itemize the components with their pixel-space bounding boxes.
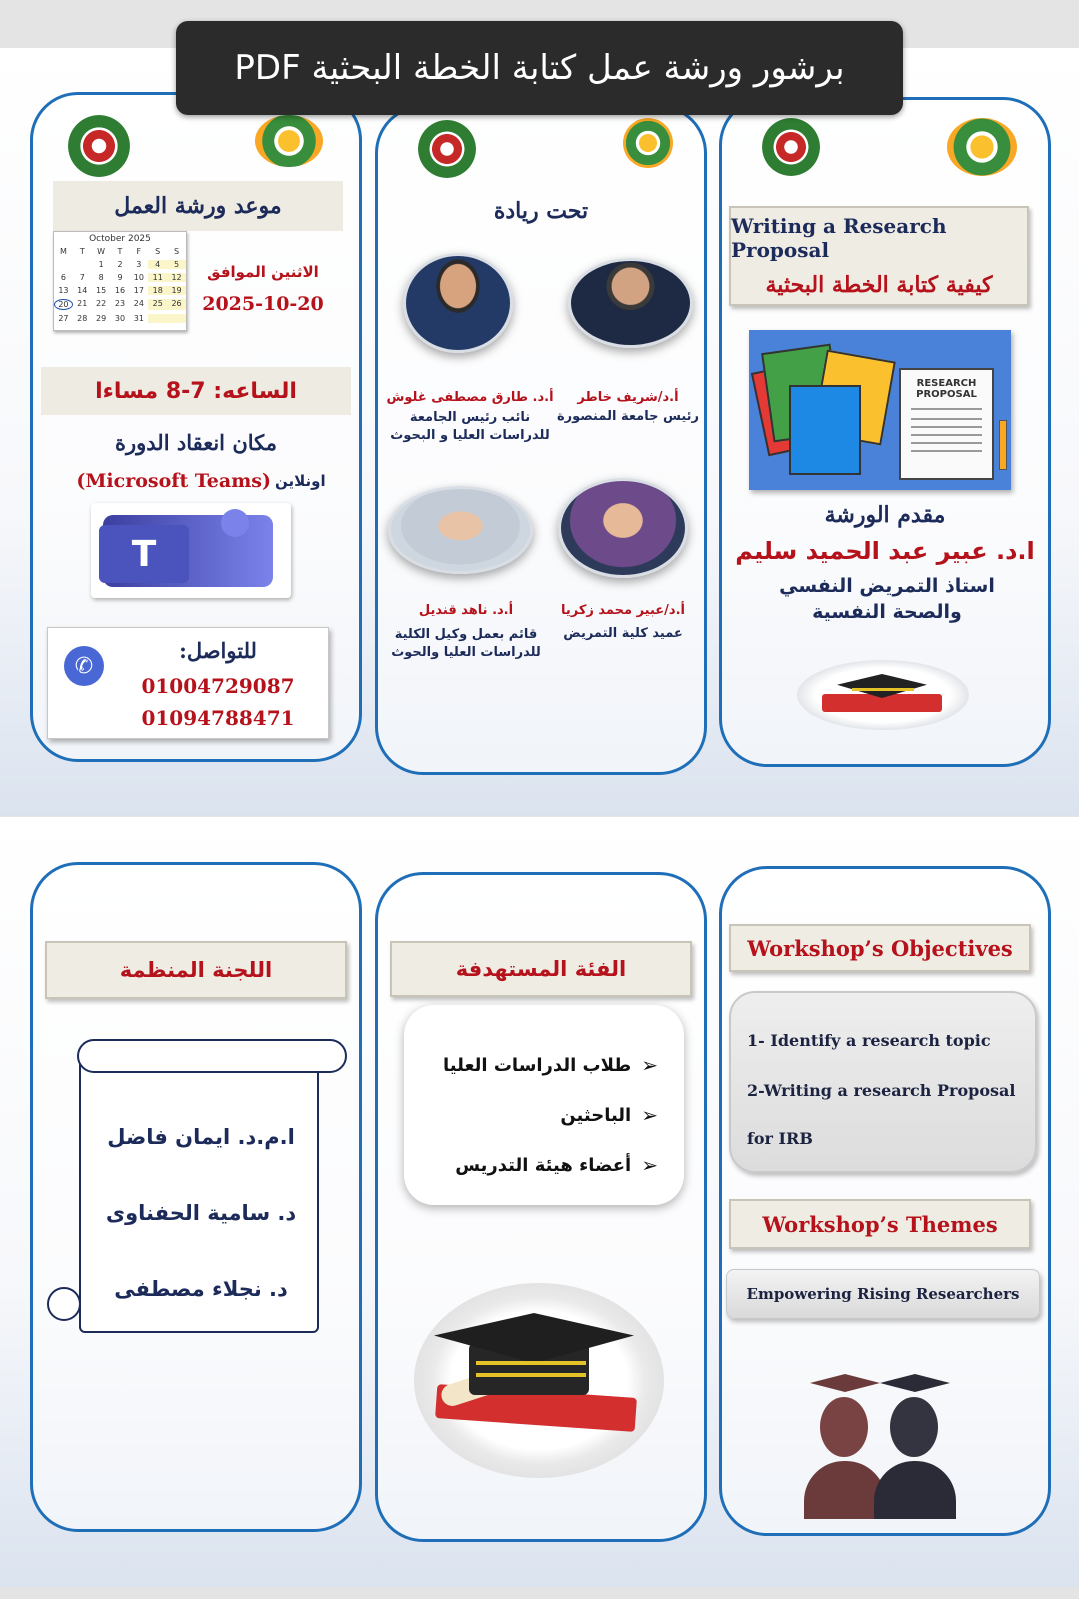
patron-photo-1 — [568, 258, 693, 348]
calendar-day: 20 — [54, 299, 73, 310]
workshop-time: الساعه: 7-8 مساءا — [41, 367, 351, 415]
patron-2-role: نائب رئيس الجامعة للدراسات العليا و البحوث — [390, 410, 550, 443]
nursing-faculty-logo-icon — [762, 118, 820, 176]
patron-4-role: قائم بعمل وكيل الكلية للدراسات العليا والحوث — [391, 627, 541, 660]
calendar-day: 28 — [77, 314, 88, 323]
calendar-day: 2 — [117, 260, 123, 269]
target-audience-heading: الفئة المستهدفة — [390, 941, 692, 997]
contact-box — [47, 627, 329, 739]
target-audience-panel — [375, 872, 707, 1542]
venue — [51, 470, 351, 492]
title-english: Writing a Research Proposal — [731, 214, 947, 262]
calendar-day: 26 — [167, 299, 186, 310]
patron-3-name: أ.د/عبير محمد زكريا — [561, 603, 685, 618]
calendar-weekday: M — [59, 247, 67, 256]
calendar-day: 29 — [96, 314, 107, 323]
calendar-day: 11 — [148, 273, 167, 282]
calendar-day: 12 — [167, 273, 186, 282]
audience-item: ➢ طلاب الدراسات العليا — [443, 1053, 658, 1077]
committee-scroll — [79, 1053, 319, 1333]
calendar-day: 15 — [96, 286, 107, 295]
venue-heading: مكان انعقاد الدورة — [114, 430, 277, 455]
patron-3 — [548, 603, 698, 641]
patron-photo-4 — [388, 486, 533, 574]
calendar-day: 19 — [167, 286, 186, 295]
calendar-day: 14 — [77, 286, 88, 295]
objective-1: 1- Identify a research topic — [747, 1031, 991, 1050]
graduates-icon — [800, 1369, 960, 1519]
organizing-committee-panel — [30, 862, 362, 1532]
calendar-day: 31 — [133, 314, 144, 323]
patron-1-name: أ.د/شريف خاطر — [577, 390, 679, 405]
calendar-day: 3 — [136, 260, 142, 269]
calendar-day — [148, 314, 167, 323]
calendar-day — [54, 260, 73, 269]
phone-number-1[interactable]: 01004729087 — [141, 674, 295, 698]
phone-icon: ✆ — [64, 646, 104, 686]
calendar-day: 21 — [77, 299, 88, 308]
venue-platform: (Microsoft Teams) — [76, 470, 271, 492]
calendar-day: 5 — [167, 260, 186, 269]
nursing-faculty-logo-icon — [68, 115, 130, 177]
committee-member-3: د. نجلاء مصطفى — [114, 1277, 288, 1301]
calendar-day: 23 — [114, 299, 126, 308]
audience-item: ➢ الباحثين — [560, 1103, 658, 1127]
mansoura-university-logo-icon — [947, 118, 1017, 176]
calendar-weekday: S — [174, 247, 180, 256]
nursing-faculty-logo-icon — [418, 120, 476, 178]
calendar-day: 10 — [133, 273, 144, 282]
audience-item: ➢ أعضاء هيئة التدريس — [455, 1153, 658, 1177]
theme-item: Empowering Rising Researchers — [726, 1269, 1040, 1319]
target-audience-box — [404, 1005, 684, 1205]
patron-photo-2 — [403, 253, 513, 353]
calendar-day: 8 — [98, 273, 104, 282]
calendar-day: 16 — [114, 286, 126, 295]
proposal-document-icon — [899, 368, 994, 480]
calendar-day: 13 — [58, 286, 69, 295]
cover-panel — [719, 97, 1051, 767]
committee-member-1: ا.م.د. ايمان فاضل — [107, 1125, 295, 1149]
patron-4-name: أ.د. ناهد قنديل — [418, 603, 514, 618]
title-box — [729, 206, 1029, 306]
calendar-grid — [54, 247, 186, 323]
calendar-day — [167, 314, 186, 323]
objective-2-cont: for IRB — [747, 1129, 813, 1148]
objectives-panel — [719, 866, 1051, 1536]
themes-heading: Workshop’s Themes — [729, 1199, 1031, 1249]
pencil-icon — [999, 420, 1007, 470]
patrons-panel — [375, 105, 707, 775]
contact-label: للتواصل: — [179, 638, 257, 663]
objectives-heading: Workshop’s Objectives — [729, 924, 1031, 972]
patrons-heading: تحت ريادة — [493, 198, 589, 224]
day-label: الاثنين الموافق — [207, 263, 319, 281]
calendar-day: 7 — [79, 273, 85, 282]
calendar-day: 18 — [148, 286, 167, 295]
workshop-date-heading: موعد ورشة العمل — [53, 181, 343, 231]
committee-member-2: د. سامية الحفناوى — [105, 1201, 297, 1225]
microsoft-teams-logo-icon: T — [91, 503, 291, 598]
mansoura-university-logo-icon — [623, 118, 673, 168]
calendar-day: 17 — [133, 286, 144, 295]
document-cover-text: RESEARCH PROPOSAL — [916, 378, 977, 400]
presenter-name: ا.د. عبير عبد الحميد سليم — [735, 537, 1035, 565]
calendar-day: 4 — [148, 260, 167, 269]
patron-3-role: عميد كلية التمريض — [563, 626, 683, 641]
patron-2-name: أ.د. طارق مصطفى غلوش — [386, 390, 554, 405]
calendar-weekday: W — [97, 247, 106, 256]
mansoura-university-logo-icon — [255, 115, 323, 167]
graduation-cap-books-icon — [414, 1283, 664, 1478]
organizing-committee-heading: اللجنة المنظمة — [45, 941, 347, 999]
objectives-box — [729, 991, 1037, 1173]
patron-4 — [386, 603, 546, 662]
calendar-day: 9 — [117, 273, 123, 282]
page-title: برشور ورشة عمل كتابة الخطة البحثية PDF — [176, 21, 903, 115]
calendar-day: 30 — [114, 314, 126, 323]
presenter-label: مقدم الورشة — [824, 502, 946, 528]
calendar-day: 1 — [98, 260, 104, 269]
presenter-title: استاذ التمريض النفسي والصحة النفسية — [779, 575, 995, 623]
schedule-panel — [30, 92, 362, 762]
calendar-weekday: T — [79, 247, 85, 256]
patron-photo-3 — [558, 478, 688, 578]
title-arabic: كيفية كتابة الخطة البحثية — [765, 272, 993, 298]
calendar-day — [73, 260, 92, 269]
patron-1-role: رئيس جامعة المنصورة — [556, 409, 700, 424]
calendar-day: 6 — [60, 273, 66, 282]
calendar-weekday: S — [155, 247, 161, 256]
calendar-weekday: T — [117, 247, 123, 256]
patron-2 — [386, 390, 554, 445]
calendar-day: 27 — [58, 314, 69, 323]
graduation-cap-icon — [797, 660, 969, 730]
calendar-weekday: F — [136, 247, 142, 256]
calendar-day: 22 — [96, 299, 107, 308]
venue-online: اونلاين — [274, 472, 326, 490]
calendar-day: 24 — [133, 299, 144, 308]
patron-1 — [553, 390, 703, 424]
phone-number-2[interactable]: 01094788471 — [141, 706, 295, 730]
calendar-october-2025 — [53, 231, 187, 331]
objective-2: 2-Writing a research Proposal — [747, 1081, 1016, 1100]
workshop-date: 2025-10-20 — [202, 293, 324, 315]
research-proposal-illustration — [749, 330, 1011, 490]
calendar-month: October 2025 — [89, 234, 151, 244]
calendar-day: 25 — [148, 299, 167, 310]
